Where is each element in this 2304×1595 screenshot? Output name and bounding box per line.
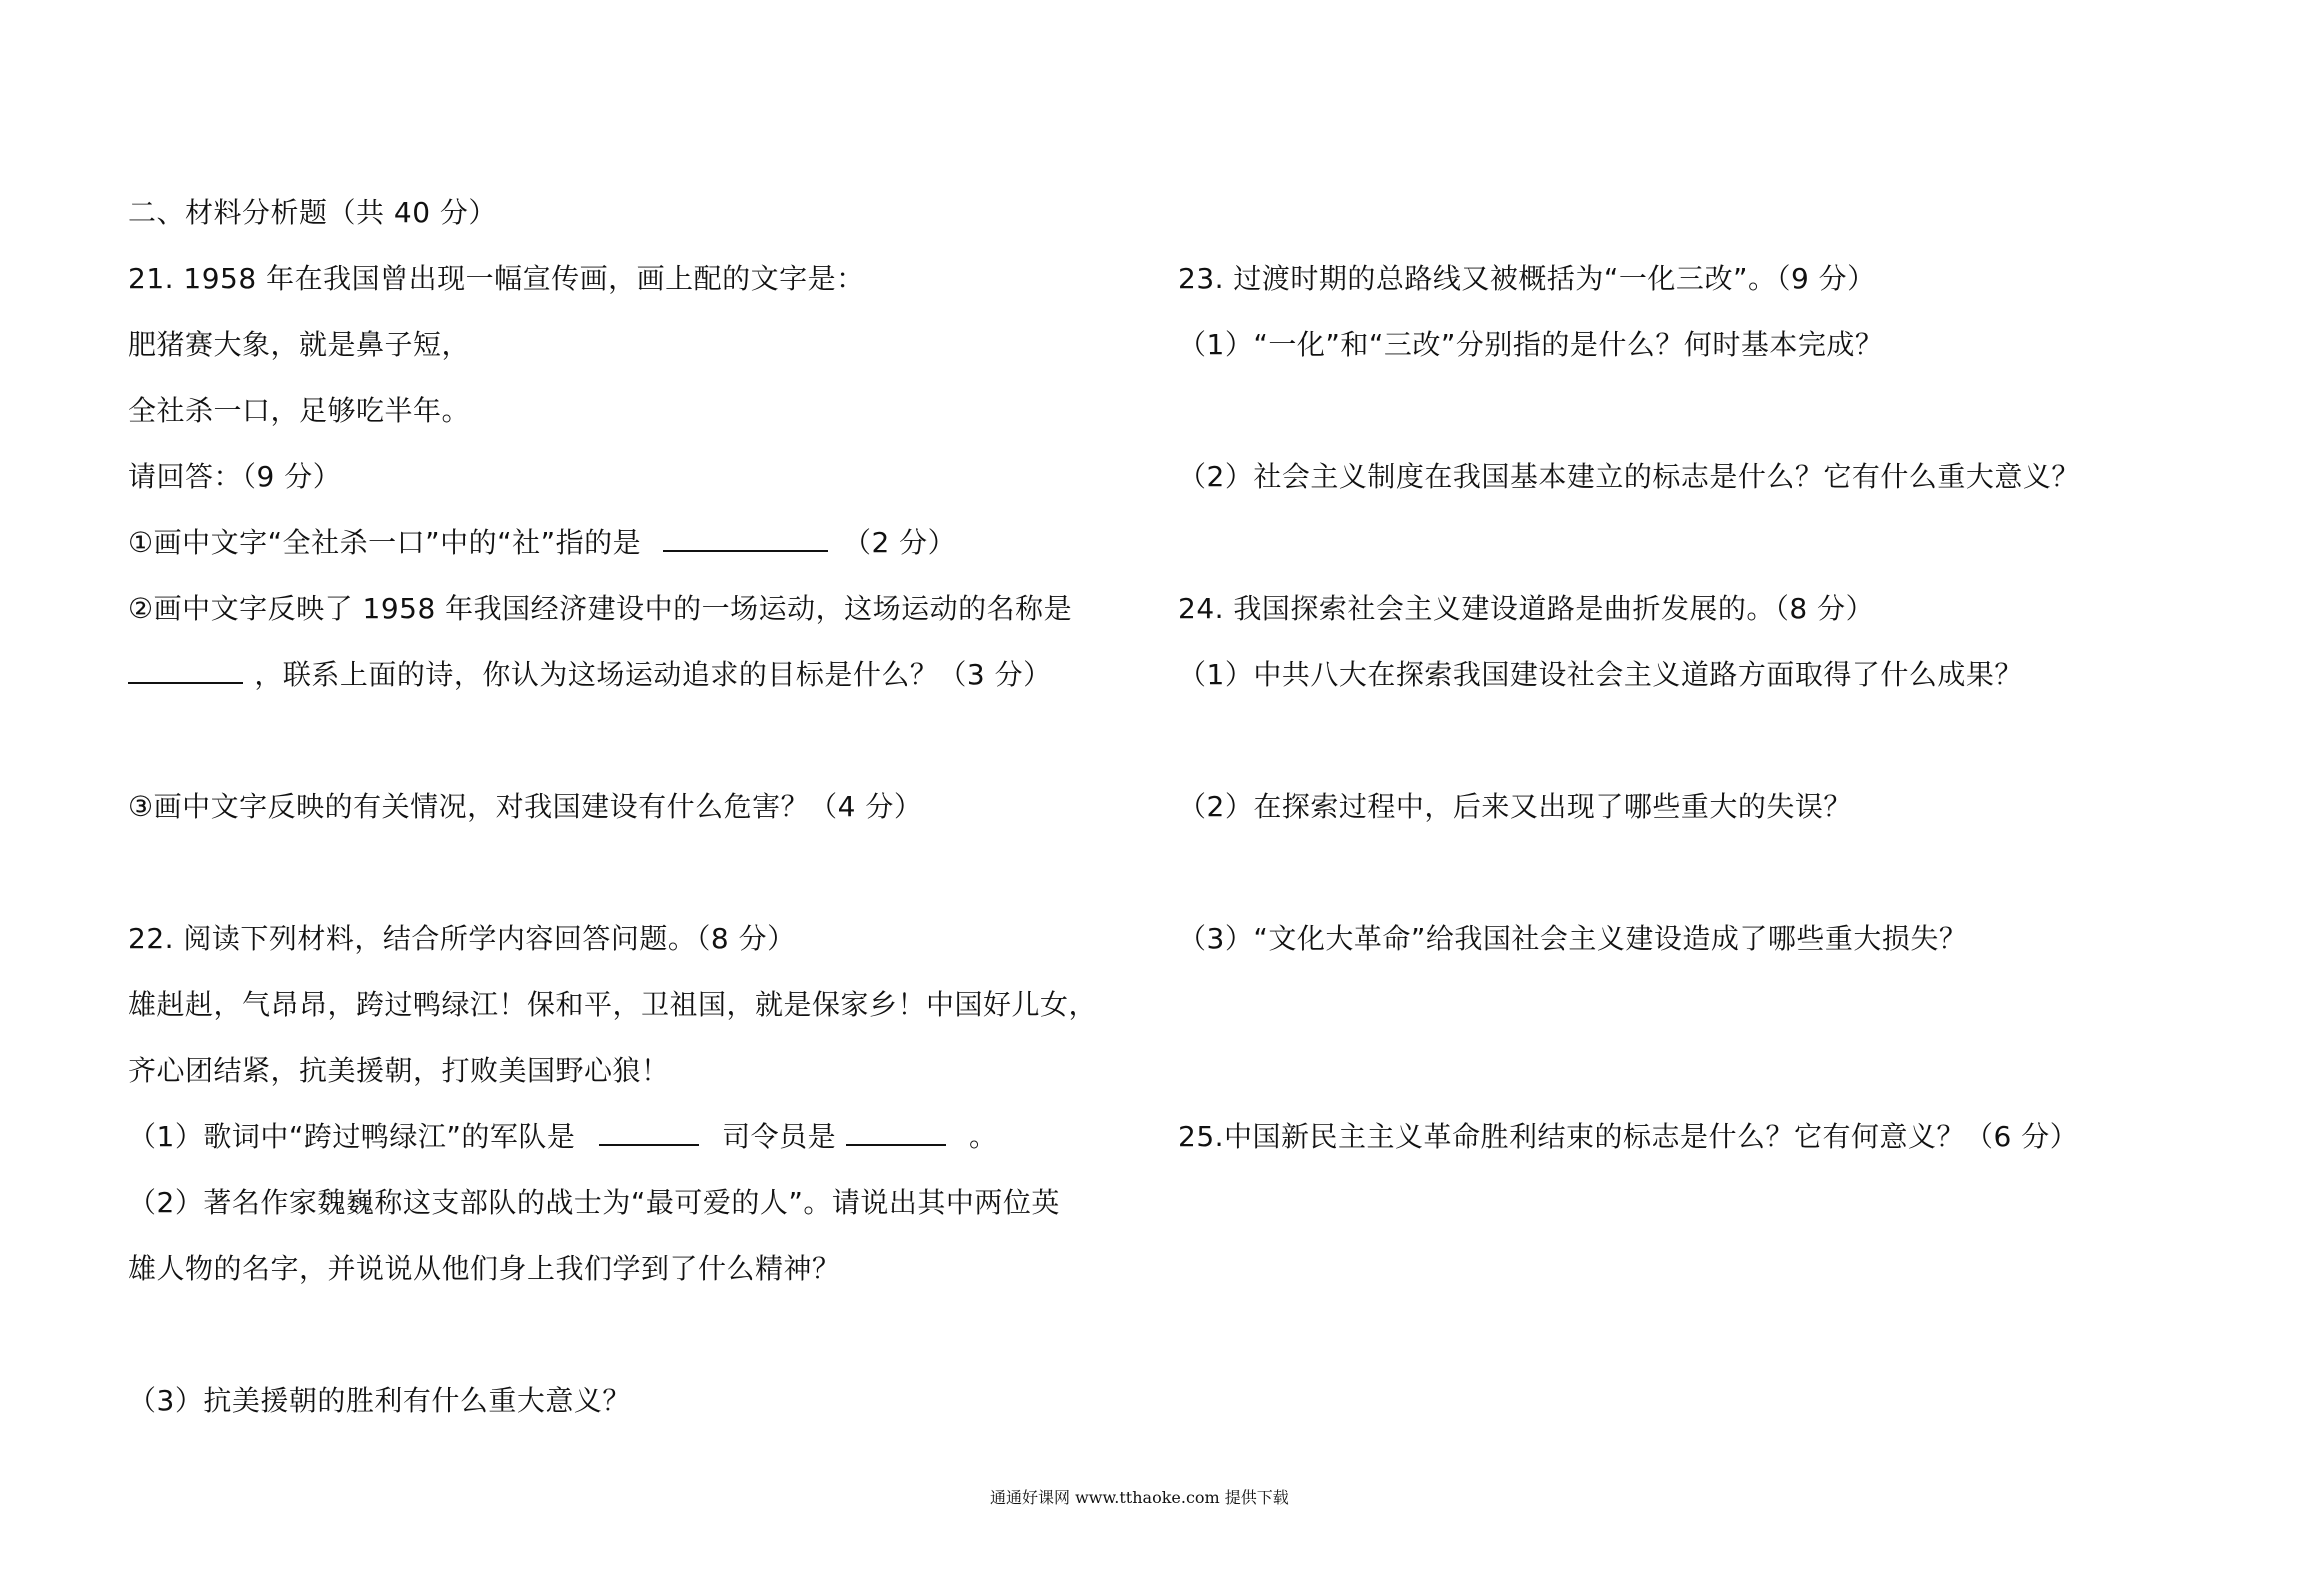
q21-sub2-text: ，联系上面的诗，你认为这场运动追求的目标是什么？（3 分） <box>254 658 1052 691</box>
q22-sub1-text-a: （1）歌词中“跨过鸭绿江”的军队是 <box>128 1120 576 1153</box>
q25-stem: 25.中国新民主主义革命胜利结束的标志是什么？它有何意义？（6 分） <box>1178 1120 2079 1153</box>
q23-sub1: （1）“一化”和“三改”分别指的是什么？何时基本完成？ <box>1178 328 1884 361</box>
q24-stem: 24. 我国探索社会主义建设道路是曲折发展的。（8 分） <box>1178 592 1875 625</box>
q21-poem-line2: 全社杀一口，足够吃半年。 <box>128 394 471 427</box>
q22-sub1-text-c: 。 <box>968 1120 998 1153</box>
q22-commander-answer-blank[interactable] <box>846 1118 946 1146</box>
q21-prompt: 请回答：（9 分） <box>128 460 342 493</box>
q22-sub2-line2: 雄人物的名字，并说说从他们身上我们学到了什么精神？ <box>128 1252 841 1285</box>
q24-sub3: （3）“文化大革命”给我国社会主义建设造成了哪些重大损失？ <box>1178 922 1968 955</box>
q21-sub1-answer-blank[interactable] <box>663 524 828 552</box>
footer-source: 通通好课网 www.tthaoke.com 提供下载 <box>990 1488 1289 1507</box>
q22-sub1-text-b: 司令员是 <box>722 1120 837 1153</box>
q22-sub1 <box>128 1117 997 1157</box>
q21-stem: 21. 1958 年在我国曾出现一幅宣传画，画上配的文字是： <box>128 262 865 295</box>
q24-sub2: （2）在探索过程中，后来又出现了哪些重大的失误？ <box>1178 790 1852 823</box>
q21-poem-line1: 肥猪赛大象，就是鼻子短， <box>128 328 471 361</box>
q21-sub2-line2 <box>128 655 1052 695</box>
q22-sub2-line1: （2）著名作家魏巍称这支部队的战士为“最可爱的人”。请说出其中两位英 <box>128 1186 1060 1219</box>
q22-sub3: （3）抗美援朝的胜利有什么重大意义？ <box>128 1384 631 1417</box>
section-title: 二、材料分析题（共 40 分） <box>128 196 497 229</box>
q21-sub3: ③画中文字反映的有关情况，对我国建设有什么危害？（4 分） <box>128 790 923 823</box>
q21-sub2-answer-blank[interactable] <box>128 656 243 684</box>
q21-sub1 <box>128 523 956 563</box>
q23-sub2: （2）社会主义制度在我国基本建立的标志是什么？它有什么重大意义？ <box>1178 460 2080 493</box>
q22-lyric-line1: 雄赳赳，气昂昂，跨过鸭绿江！保和平，卫祖国，就是保家乡！中国好儿女， <box>128 988 1098 1021</box>
q21-sub1-score: （2 分） <box>842 526 957 559</box>
q22-stem: 22. 阅读下列材料，结合所学内容回答问题。（8 分） <box>128 922 796 955</box>
q24-sub1: （1）中共八大在探索我国建设社会主义道路方面取得了什么成果？ <box>1178 658 2023 691</box>
q22-lyric-line2: 齐心团结紧，抗美援朝，打败美国野心狼！ <box>128 1054 670 1087</box>
q23-stem: 23. 过渡时期的总路线又被概括为“一化三改”。（9 分） <box>1178 262 1876 295</box>
q22-army-answer-blank[interactable] <box>599 1118 699 1146</box>
q21-sub1-text: ①画中文字“全社杀一口”中的“社”指的是 <box>128 526 642 559</box>
q21-sub2-line1: ②画中文字反映了 1958 年我国经济建设中的一场运动，这场运动的名称是 <box>128 592 1073 625</box>
